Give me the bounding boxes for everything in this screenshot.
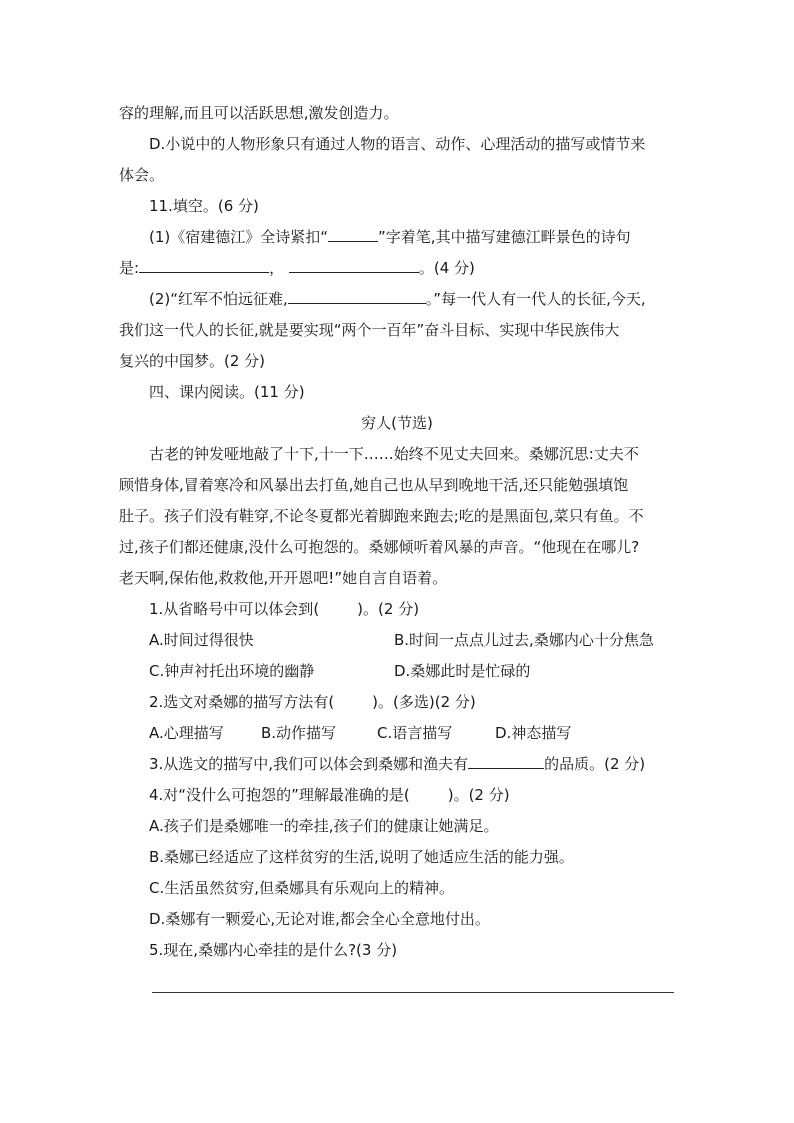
section4-title: 四、课内阅读。(11 分) (149, 383, 305, 401)
q1-options-row1 (119, 625, 675, 656)
blank-poem-line-1[interactable] (139, 255, 269, 273)
q1-option-a[interactable]: A.时间过得很快 (149, 631, 254, 649)
q5-stem: 5.现在,桑娜内心牵挂的是什么?(3 分) (149, 941, 398, 959)
q2-option-b[interactable]: B.动作描写 (261, 724, 337, 742)
passage-line: 肚子。孩子们没有鞋穿,不论冬夏都光着脚跑来跑去;吃的是黑面包,菜只有鱼。不 (119, 507, 644, 525)
blank-poem-line-2[interactable] (289, 255, 419, 273)
q4-option-c[interactable]: C.生活虽然贫穷,但桑娜具有乐观向上的精神。 (149, 879, 455, 897)
option-d-line1: D.小说中的人物形象只有通过人物的语言、动作、心理活动的描写或情节来 (149, 135, 646, 153)
q4-option-d[interactable]: D.桑娜有一颗爱心,无论对谁,都会全心全意地付出。 (149, 910, 490, 928)
q11-part1-line2: 是: ， 。(4 分) (119, 253, 675, 284)
q11-title: 11.填空。(6 分) (149, 197, 259, 215)
q11-part1-line1: (1)《宿建德江》全诗紧扣“ ”字着笔,其中描写建德江畔景色的诗句 (119, 222, 675, 253)
q11-part2-line1: (2)“红军不怕远征难, 。”每一代人有一代人的长征,今天, (119, 284, 675, 315)
q5-answer-line[interactable] (152, 992, 674, 993)
q2-option-d[interactable]: D.神态描写 (495, 724, 572, 742)
exam-page (119, 98, 675, 966)
blank-quality[interactable] (468, 751, 544, 769)
q2-stem: 2.选文对桑娜的描写方法有( )。(多选)(2 分) (149, 693, 476, 711)
passage-line: 老天啊,保佑他,救救他,开开恩吧!”她自言自语着。 (119, 569, 448, 587)
q11-part2-line3: 复兴的中国梦。(2 分) (119, 352, 266, 370)
q1-option-d[interactable]: D.桑娜此时是忙碌的 (394, 662, 531, 680)
q2-options (119, 718, 675, 749)
passage-line: 古老的钟发哑地敲了十下,十一下……始终不见丈夫回来。桑娜沉思:丈夫不 (149, 445, 639, 463)
q1-option-c[interactable]: C.钟声衬托出环境的幽静 (149, 662, 315, 680)
q1-option-b[interactable]: B.时间一点点儿过去,桑娜内心十分焦急 (394, 631, 654, 649)
passage-title: 穷人(节选) (361, 414, 433, 432)
q11-part2-line2: 我们这一代人的长征,就是要实现“两个一百年”奋斗目标、实现中华民族伟大 (119, 321, 620, 339)
q4-option-b[interactable]: B.桑娜已经适应了这样贫穷的生活,说明了她适应生活的能力强。 (149, 848, 574, 866)
blank-long-march[interactable] (288, 286, 426, 304)
q2-option-c[interactable]: C.语言描写 (377, 724, 453, 742)
continued-text: 容的理解,而且可以活跃思想,激发创造力。 (119, 104, 399, 122)
blank-key-word[interactable] (328, 224, 378, 242)
q4-option-a[interactable]: A.孩子们是桑娜唯一的牵挂,孩子们的健康让她满足。 (149, 817, 499, 835)
q1-options-row2 (119, 656, 675, 687)
q2-option-a[interactable]: A.心理描写 (149, 724, 224, 742)
q3-stem: 3.从选文的描写中,我们可以体会到桑娜和渔夫有 的品质。(2 分) (119, 749, 675, 780)
passage-line: 过,孩子们都还健康,没什么可抱怨的。桑娜倾听着风暴的声音。“他现在在哪儿? (119, 538, 640, 556)
q4-stem: 4.对“没什么可抱怨的”理解最准确的是( )。(2 分) (149, 786, 510, 804)
option-d-line2: 体会。 (119, 166, 165, 184)
passage-line: 顾惜身体,冒着寒冷和风暴出去打鱼,她自己也从早到晚地干活,还只能勉强填饱 (119, 476, 629, 494)
q1-stem: 1.从省略号中可以体会到( )。(2 分) (149, 600, 420, 618)
